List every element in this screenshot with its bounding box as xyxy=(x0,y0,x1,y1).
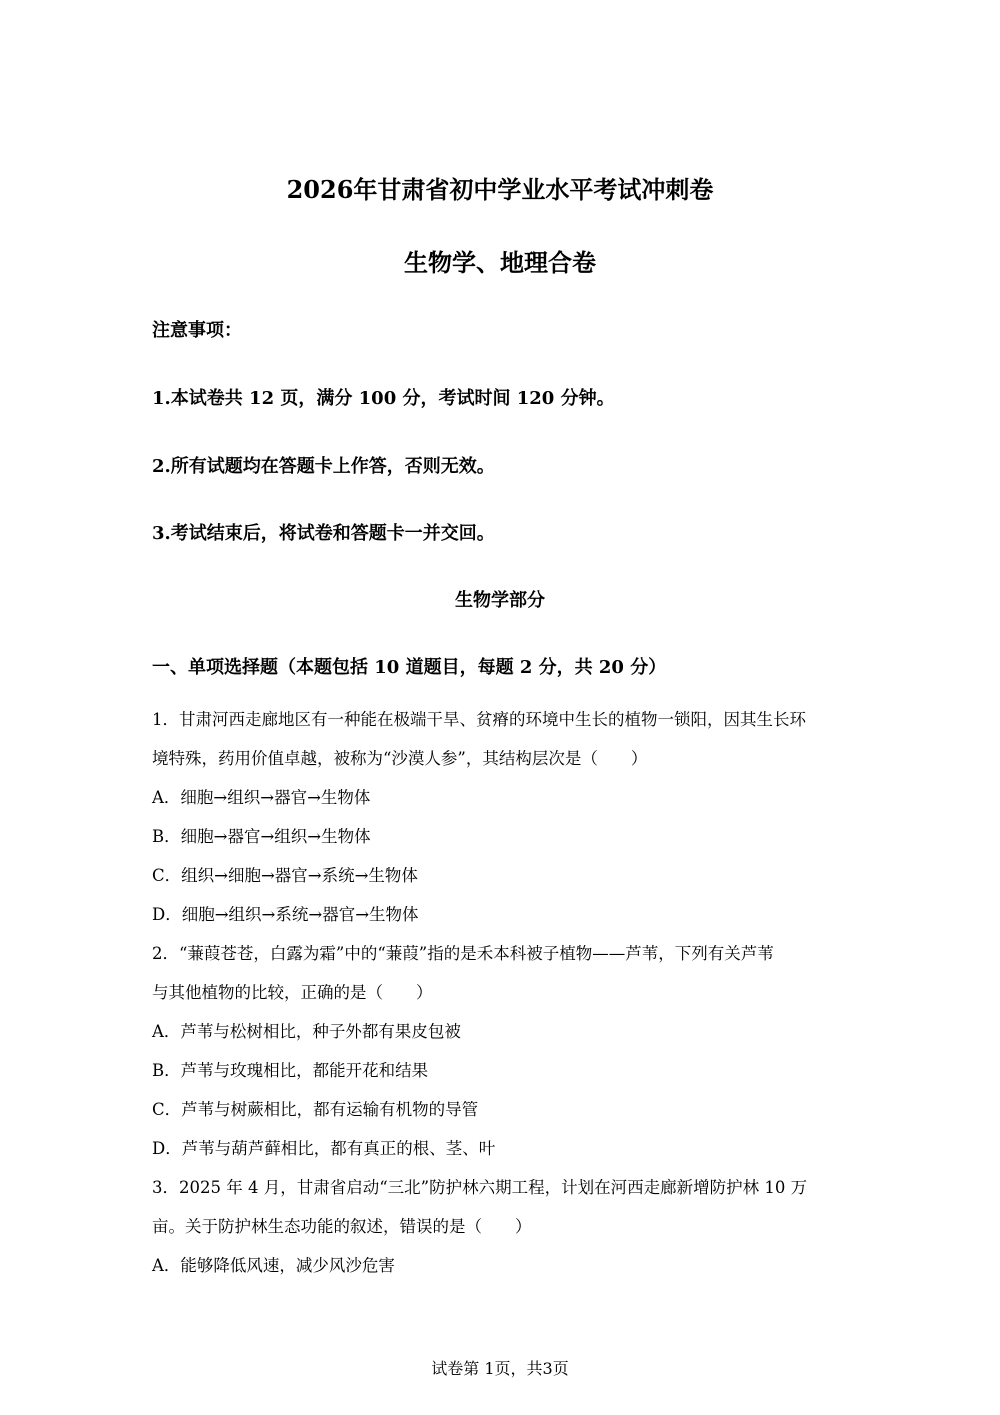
question-2-option-c: C．芦苇与树蕨相比，都有运输有机物的导管 xyxy=(152,1100,479,1119)
question-1-stem-line-1: 1．甘肃河西走廊地区有一种能在极端干旱、贫瘠的环境中生长的植物一锁阳，因其生长环 xyxy=(152,710,806,729)
notice-item-2: 2.所有试题均在答题卡上作答，否则无效。 xyxy=(152,456,495,477)
section-title: 生物学部分 xyxy=(455,590,545,611)
notice-item-1: 1.本试卷共 12 页，满分 100 分，考试时间 120 分钟。 xyxy=(152,388,615,409)
question-2-stem-line-2: 与其他植物的比较，正确的是（ ） xyxy=(152,983,433,1002)
question-type-heading: 一、单项选择题（本题包括 10 道题目，每题 2 分，共 20 分） xyxy=(152,657,667,678)
exam-title: 2026年甘肃省初中学业水平考试冲刺卷 xyxy=(286,175,714,204)
question-2-option-d: D．芦苇与葫芦藓相比，都有真正的根、茎、叶 xyxy=(152,1139,496,1158)
question-3-stem-line-1: 3．2025 年 4 月，甘肃省启动“三北”防护林六期工程，计划在河西走廊新增防护林 10 万 xyxy=(152,1178,808,1197)
question-1-option-d: D．细胞→组织→系统→器官→生物体 xyxy=(152,905,419,924)
question-1-stem-line-2: 境特殊，药用价值卓越，被称为“沙漠人参”，其结构层次是（ ） xyxy=(152,749,648,768)
question-1-option-c: C．组织→细胞→器官→系统→生物体 xyxy=(152,866,418,885)
question-2-option-b: B．芦苇与玫瑰相比，都能开花和结果 xyxy=(152,1061,429,1080)
question-1-option-a: A．细胞→组织→器官→生物体 xyxy=(152,788,371,807)
question-3-option-a: A．能够降低风速，减少风沙危害 xyxy=(152,1256,395,1275)
question-2-option-a: A．芦苇与松树相比，种子外都有果皮包被 xyxy=(152,1022,461,1041)
question-2-stem-line-1: 2．“蒹葭苍苍，白露为霜”中的“蒹葭”指的是禾本科被子植物——芦苇，下列有关芦苇 xyxy=(152,944,774,963)
question-1-option-b: B．细胞→器官→组织→生物体 xyxy=(152,827,371,846)
exam-subtitle: 生物学、地理合卷 xyxy=(404,248,596,277)
notice-heading: 注意事项： xyxy=(152,320,242,341)
page-footer: 试卷第 1页，共3页 xyxy=(431,1359,569,1378)
notice-item-3: 3.考试结束后，将试卷和答题卡一并交回。 xyxy=(152,523,495,544)
question-3-stem-line-2: 亩。关于防护林生态功能的叙述，错误的是（ ） xyxy=(152,1217,532,1236)
